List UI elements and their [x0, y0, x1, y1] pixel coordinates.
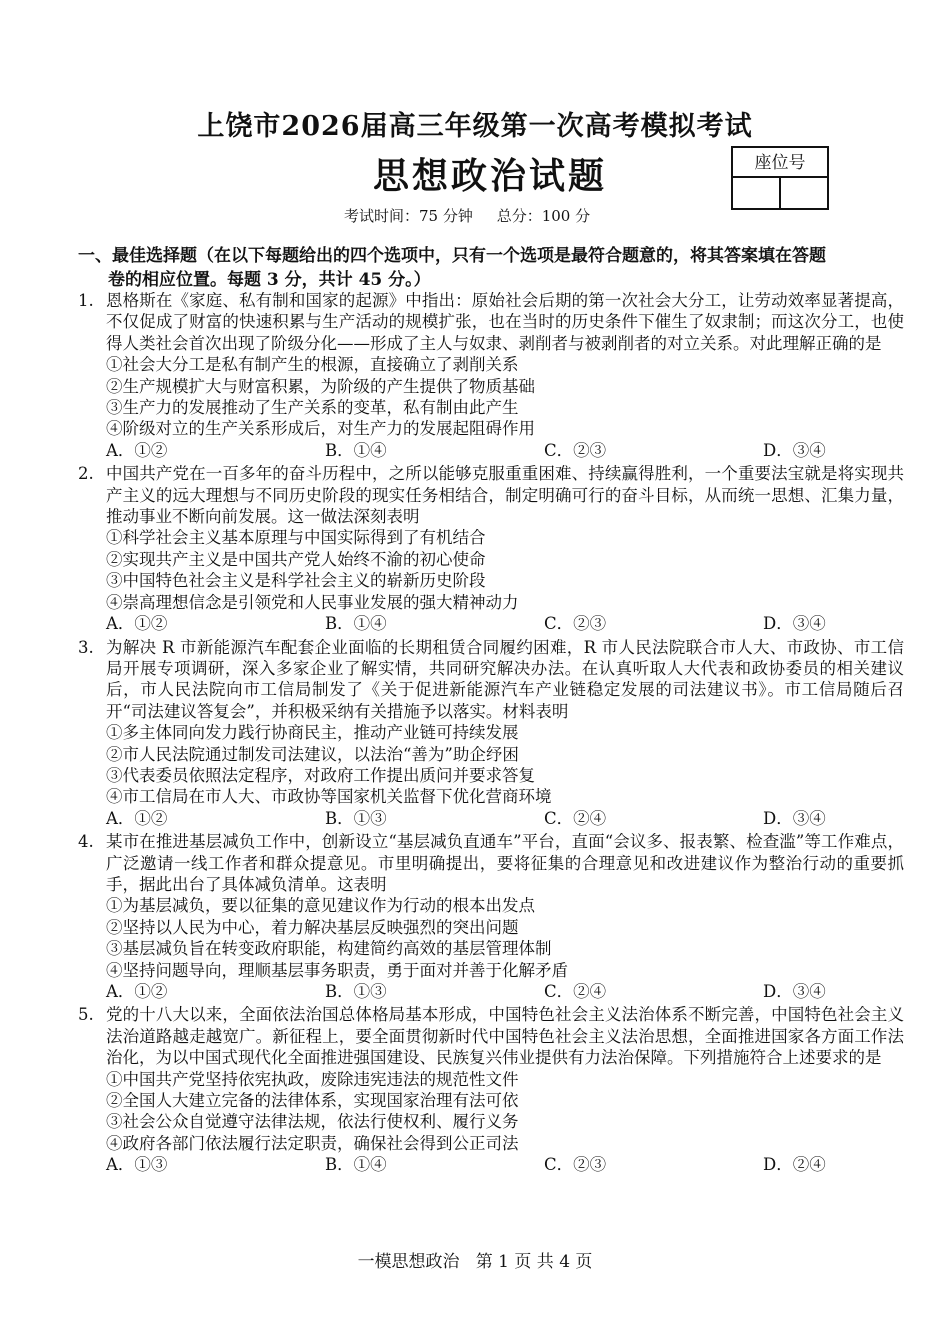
- question-list: [78, 290, 904, 1176]
- question-option: ④崇高理想信念是引领党和人民事业发展的强大精神动力: [106, 592, 519, 612]
- section-heading-line: 一、最佳选择题（在以下每题给出的四个选项中，只有一个选项是最符合题意的，将其答案填在答题: [78, 246, 826, 266]
- question-option: ③生产力的发展推动了生产关系的变革，私有制由此产生: [106, 398, 519, 418]
- question-option: ④政府各部门依法履行法定职责，确保社会得到公正司法: [106, 1133, 519, 1153]
- question: [78, 290, 904, 461]
- answer-choice: D．③④: [763, 808, 826, 828]
- answer-choices: [106, 613, 904, 634]
- answer-choice: D．③④: [763, 982, 826, 1001]
- question-stem: 中国共产党在一百多年的奋斗历程中，之所以能够克服重重困难、持续赢得胜利，一个重要法宝就是将实现共产主义的远大理想与不同历史阶段的现实任务相结合，制定明确可行的奋斗目标，从而统一思想、汇集力量，推动事业不断向前发展。这一做法深刻表明: [106, 464, 904, 527]
- answer-choice: A．①②: [106, 614, 168, 634]
- answer-choices: [106, 1154, 904, 1175]
- seat-cell: [779, 178, 827, 208]
- seat-number-box: [731, 146, 829, 210]
- answer-choice: D．③④: [763, 440, 826, 460]
- answer-choice: B．①④: [325, 614, 387, 634]
- question-number: 2.: [78, 464, 94, 484]
- exam-title: 上饶市2026届高三年级第一次高考模拟考试: [197, 111, 753, 142]
- question-option: ①科学社会主义基本原理与中国实际得到了有机结合: [106, 528, 486, 548]
- question-option: ①为基层减负，要以征集的意见建议作为行动的根本出发点: [106, 896, 535, 916]
- answer-choice: C．②④: [544, 808, 607, 828]
- question: [78, 463, 904, 634]
- question-stem: 为解决 R 市新能源汽车配套企业面临的长期租赁合同履约困难，R 市人民法院联合市人大、市政协、市工信局开展专项调研，深入多家企业了解实情，共同研究解决办法。在认真听取人大代表和政协委员的相关建议后，市人民法院向市工信局制发了《关于促进新能源汽车产业链稳定发展的司法建议书》。市工信局随后召开“司法建议答复会”，并积极采纳有关措施予以落实。材料表明: [106, 637, 904, 721]
- answer-choice: C．②③: [544, 1155, 607, 1175]
- question-option: ③社会公众自觉遵守法律法规，依法行使权利、履行义务: [106, 1112, 519, 1132]
- question-number: 5.: [78, 1005, 94, 1025]
- question-number: 4.: [78, 832, 94, 852]
- section-heading-line: 卷的相应位置。每题 3 分，共计 45 分。）: [108, 270, 431, 290]
- question-option: ②市人民法院通过制发司法建议，以法治“善为”助企纾困: [106, 744, 519, 764]
- answer-choices: [106, 440, 904, 461]
- question-option: ④市工信局在市人大、市政协等国家机关监督下优化营商环境: [106, 787, 552, 807]
- subject-title: 思想政治试题: [372, 155, 607, 197]
- answer-choice: D．②④: [763, 1155, 826, 1175]
- question: [78, 637, 904, 830]
- seat-number-label: 座位号: [733, 148, 827, 178]
- answer-choice: A．①②: [106, 440, 168, 460]
- question-number: 1.: [78, 291, 94, 310]
- question-option: ②坚持以人民为中心，着力解决基层反映强烈的突出问题: [106, 917, 519, 937]
- question-option: ①社会大分工是私有制产生的根源，直接确立了剥削关系: [106, 355, 519, 375]
- question-option: ②生产规模扩大与财富积累，为阶级的产生提供了物质基础: [106, 376, 535, 396]
- answer-choice: C．②③: [544, 440, 607, 460]
- question-stem: 某市在推进基层减负工作中，创新设立“基层减负直通车”平台，直面“会议多、报表繁、检查滥”等工作难点，广泛邀请一线工作者和群众提意见。市里明确提出，要将征集的合理意见和改进建议作为整治行动的重要抓手，据此出台了具体减负清单。这表明: [106, 832, 904, 894]
- question-option: ④坚持问题导向，理顺基层事务职责，勇于面对并善于化解矛盾: [106, 960, 568, 980]
- question-stem: 恩格斯在《家庭、私有制和国家的起源》中指出：原始社会后期的第一次社会大分工，让劳动效率显著提高，不仅促成了财富的快速积累与生产活动的规模扩张，也在当时的历史条件下催生了奴隶制；而这次分工，也使得人类社会首次出现了阶级分化——形成了主人与奴隶、剥削者与被剥削者的对立关系。对此理解正确的是: [106, 291, 904, 353]
- question-number: 3.: [78, 637, 94, 657]
- exam-info: 考试时间：75 分钟 总分：100 分: [344, 207, 591, 225]
- seat-number-cells: [733, 178, 827, 208]
- answer-choices: [106, 808, 904, 829]
- question-option: ②全国人大建立完备的法律体系，实现国家治理有法可依: [106, 1091, 519, 1111]
- answer-choice: B．①③: [325, 808, 387, 828]
- page-footer: 一模思想政治 第 1 页 共 4 页: [357, 1252, 593, 1272]
- question-option: ③代表委员依照法定程序，对政府工作提出质问并要求答复: [106, 765, 535, 785]
- question-option: ①多主体同向发力践行协商民主，推动产业链可持续发展: [106, 723, 519, 743]
- answer-choice: D．③④: [763, 614, 826, 634]
- question: [78, 831, 904, 1002]
- answer-choice: C．②④: [544, 982, 607, 1001]
- answer-choice: C．②③: [544, 614, 607, 634]
- answer-choice: A．①③: [106, 1155, 168, 1175]
- answer-choice: B．①④: [325, 1155, 387, 1175]
- question-option: ③中国特色社会主义是科学社会主义的崭新历史阶段: [106, 571, 486, 591]
- question-option: ③基层减负旨在转变政府职能，构建简约高效的基层管理体制: [106, 939, 552, 959]
- answer-choice: B．①③: [325, 982, 387, 1001]
- answer-choice: A．①②: [106, 808, 168, 828]
- question-stem: 党的十八大以来，全面依法治国总体格局基本形成，中国特色社会主义法治体系不断完善，中国特色社会主义法治道路越走越宽广。新征程上，要全面贯彻新时代中国特色社会主义法治思想，全面推进国家各方面工作法治化，为以中国式现代化全面推进强国建设、民族复兴伟业提供有力法治保障。下列措施符合上述要求的是: [106, 1005, 904, 1068]
- seat-cell: [733, 178, 779, 208]
- question-option: ①中国共产党坚持依宪执政，废除违宪违法的规范性文件: [106, 1069, 519, 1089]
- answer-choice: A．①②: [106, 982, 168, 1001]
- question-option: ②实现共产主义是中国共产党人始终不渝的初心使命: [106, 549, 486, 569]
- question-option: ④阶级对立的生产关系形成后，对生产力的发展起阻碍作用: [106, 419, 535, 439]
- answer-choice: B．①④: [325, 440, 387, 460]
- question: [78, 1004, 904, 1175]
- section-heading: [78, 244, 908, 292]
- answer-choices: [106, 981, 904, 1002]
